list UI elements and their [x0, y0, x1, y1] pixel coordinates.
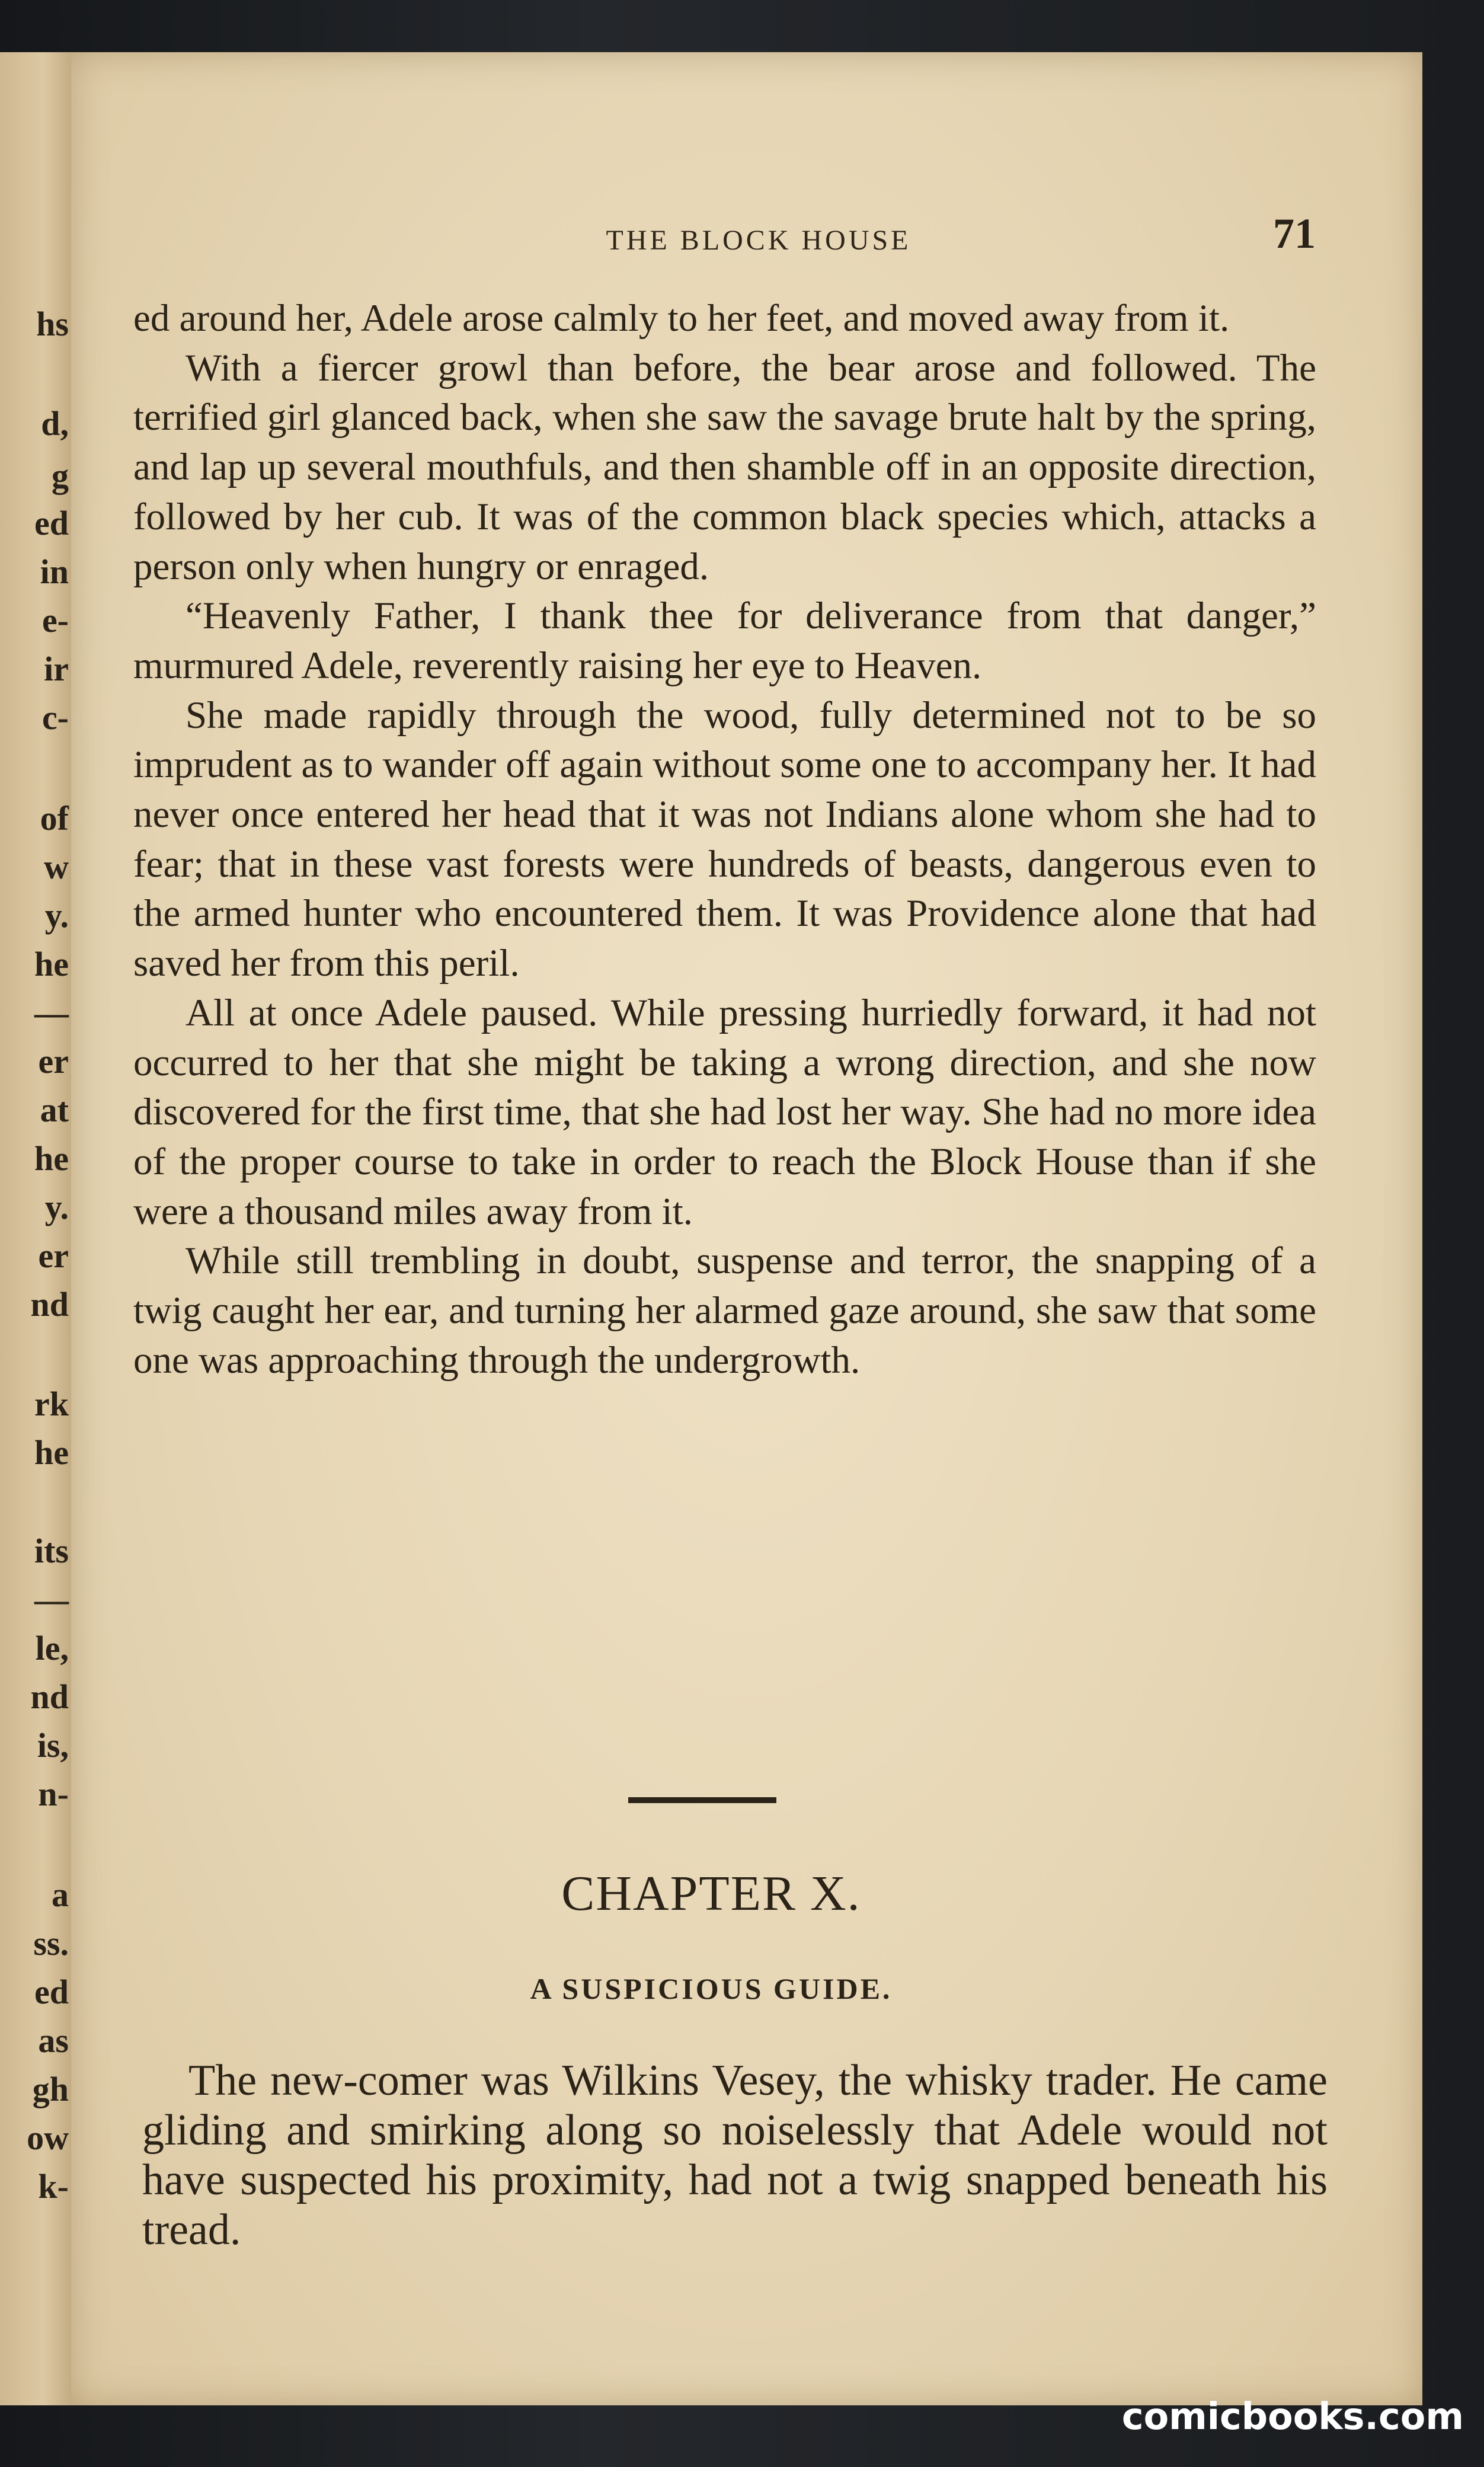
left-fragment: as — [38, 2021, 69, 2060]
paragraph: All at once Adele paused. While pressing hurriedly forward, it had not occurred to her that she might be taking a wrong direction, and she now discovered for the first time, that she had lost her way. She had no more idea of the proper course to take in order to reach the Block House than if she were a thousand miles away from it. — [133, 991, 1316, 1233]
left-fragment: its — [34, 1532, 69, 1570]
left-fragment: c- — [41, 698, 69, 737]
page-number: 71 — [1273, 210, 1316, 257]
left-fragment: ir — [44, 650, 69, 688]
body-text — [133, 294, 1316, 1385]
paragraph: She made rapidly through the wood, fully determined not to be so imprudent as to wander off again without some one to accompany her. It had never once entered her head that it was not Indians alone whom she had to fear; that in these vast forests were hundreds of beasts, dangerous even to the armed hunter who encountered them. It was Providence alone that had saved her from this peril. — [133, 694, 1316, 985]
site-watermark: comicbooks.com — [1121, 2395, 1464, 2438]
left-fragment: ss. — [33, 1924, 69, 1963]
chapter-subtitle: A SUSPICIOUS GUIDE. — [530, 1972, 893, 2005]
left-fragment: in — [40, 552, 69, 591]
paragraph: ed around her, Adele arose calmly to her feet, and moved away from it. — [133, 297, 1230, 340]
left-fragment: he — [34, 1139, 69, 1178]
chapter-title: CHAPTER X. — [561, 1866, 861, 1921]
left-fragment: rk — [34, 1385, 69, 1423]
paragraph: While still trembling in doubt, suspense and terror, the snapping of a twig caught her ear, and turning her alarmed gaze around, she saw that some one was approaching through the undergrowth. — [133, 1239, 1316, 1382]
chapter-divider-rule — [628, 1797, 776, 1803]
left-fragment: n- — [38, 1775, 69, 1813]
left-fragment: ow — [27, 2118, 69, 2157]
left-fragment: g — [52, 456, 69, 495]
left-fragment: nd — [30, 1285, 69, 1324]
previous-page-edge — [0, 52, 75, 2405]
left-fragment: ed — [34, 1973, 69, 2011]
left-fragment: of — [40, 799, 69, 838]
left-fragment: er — [38, 1042, 69, 1081]
left-fragment: — — [34, 993, 69, 1032]
left-fragment: he — [34, 1433, 69, 1472]
left-fragment: — — [34, 1580, 69, 1619]
left-fragment: is, — [37, 1726, 69, 1765]
running-head: THE BLOCK HOUSE — [606, 225, 911, 256]
left-fragment: hs — [36, 305, 69, 343]
left-fragment: gh — [32, 2070, 69, 2108]
left-fragment: y. — [44, 896, 69, 935]
left-fragment: nd — [30, 1677, 69, 1716]
chapter-opening-paragraph: The new-comer was Wilkins Vesey, the whisky trader. He came gliding and smirking along so noiselessly that Adele would not have suspected his proximity, had not a twig snapped beneath his tread. — [142, 2056, 1328, 2254]
left-fragment: er — [38, 1236, 69, 1275]
left-fragment: d, — [41, 404, 69, 443]
paragraph: “Heavenly Father, I thank thee for deliverance from that danger,” murmured Adele, reverently raising her eye to Heaven. — [133, 595, 1316, 687]
left-fragment: ed — [34, 504, 69, 542]
left-fragment: k- — [38, 2167, 69, 2206]
left-fragment: at — [40, 1091, 69, 1129]
left-fragment: he — [34, 945, 69, 983]
book-page — [71, 52, 1422, 2405]
left-fragment: le, — [35, 1629, 69, 1667]
paragraph: With a fiercer growl than before, the bear arose and followed. The terrified girl glanced back, when she saw the savage brute halt by the spring, and lap up several mouthfuls, and then shamble off in an opposite direction, followed by her cub. It was of the common black species which, attacks a person only when hungry or enraged. — [133, 346, 1316, 588]
left-fragment: y. — [44, 1188, 69, 1226]
left-fragment: w — [44, 848, 69, 886]
left-fragment: a — [52, 1875, 69, 1914]
left-fragment: e- — [41, 601, 69, 640]
